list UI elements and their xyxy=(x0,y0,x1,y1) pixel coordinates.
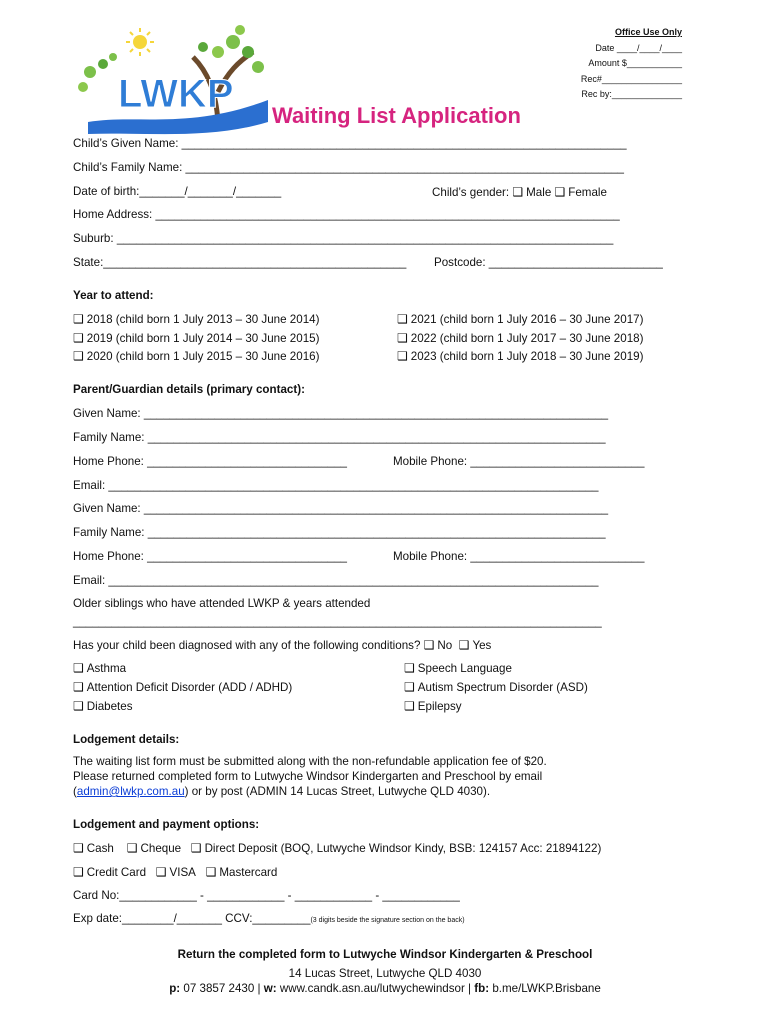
web-label: w: xyxy=(263,982,277,995)
parent-home-phone-field[interactable]: Home Phone: _______________________________ xyxy=(73,455,347,468)
parent-mobile-phone-field[interactable]: Mobile Phone: ___________________________ xyxy=(393,455,645,468)
parent2-email-field[interactable]: Email: ____________________________________________________________________________ xyxy=(73,574,599,587)
checkbox-icon[interactable]: ❑ xyxy=(554,185,566,199)
year-option-2022[interactable] xyxy=(397,331,643,345)
condition-epilepsy[interactable] xyxy=(404,699,462,713)
parent2-home-phone-field[interactable]: Home Phone: _______________________________ xyxy=(73,550,347,563)
siblings-field[interactable]: __________________________________________________________________________________ xyxy=(73,615,602,628)
payment-row-2 xyxy=(73,865,277,879)
office-use-block xyxy=(581,25,682,103)
parent-email-field[interactable]: Email: ____________________________________________________________________________ xyxy=(73,479,599,492)
checkbox-icon[interactable]: ❑ xyxy=(126,841,138,855)
office-rec-line: Rec#________________ xyxy=(580,73,682,84)
checkbox-icon[interactable]: ❑ xyxy=(404,699,415,713)
checkbox-icon[interactable]: ❑ xyxy=(73,312,84,326)
payment-direct-option[interactable]: Direct Deposit (BOQ, Lutwyche Windsor Kindy, BSB: 124157 Acc: 21894122) xyxy=(204,842,602,855)
ccv-note: (3 digits beside the signature section on the back) xyxy=(310,917,465,924)
payment-heading: Lodgement and payment options: xyxy=(73,818,260,831)
conditions-yes-option[interactable]: Yes xyxy=(472,639,492,652)
year-option-label: 2022 (child born 1 July 2017 – 30 June 2018) xyxy=(410,332,644,345)
gender-male-option[interactable]: Male xyxy=(526,186,552,199)
condition-label: Asthma xyxy=(86,662,127,675)
gender-row xyxy=(432,185,607,199)
fb-text[interactable]: b.me/LWKP.Brisbane xyxy=(489,982,601,995)
year-option-2019[interactable] xyxy=(73,331,319,345)
parent-heading: Parent/Guardian details (primary contact): xyxy=(73,383,305,396)
checkbox-icon[interactable]: ❑ xyxy=(458,638,470,652)
checkbox-icon[interactable]: ❑ xyxy=(190,841,202,855)
condition-label: Autism Spectrum Disorder (ASD) xyxy=(417,681,588,694)
parent-family-name-field[interactable]: Family Name: _______________________________________________________________________ xyxy=(73,431,606,444)
date-of-birth-field[interactable]: Date of birth:_______/_______/_______ xyxy=(73,185,282,198)
office-recby-line: Rec by:______________ xyxy=(581,89,682,99)
conditions-no-option[interactable]: No xyxy=(437,639,453,652)
checkbox-icon[interactable]: ❑ xyxy=(73,661,84,675)
exp-ccv-row xyxy=(73,912,465,925)
gender-female-option[interactable]: Female xyxy=(568,186,607,199)
web-text[interactable]: www.candk.asn.au/lutwychewindsor | xyxy=(276,982,475,995)
checkbox-icon[interactable]: ❑ xyxy=(512,185,524,199)
lodgement-heading: Lodgement details: xyxy=(73,733,180,746)
parent2-given-name-field[interactable]: Given Name: ________________________________________________________________________ xyxy=(73,502,609,515)
condition-asthma[interactable] xyxy=(73,661,126,675)
card-number-field[interactable]: Card No:____________ - ____________ - ____________ - ____________ xyxy=(73,889,460,902)
checkbox-icon[interactable]: ❑ xyxy=(404,661,415,675)
payment-cheque-option[interactable]: Cheque xyxy=(140,842,182,855)
payment-credit-option[interactable]: Credit Card xyxy=(86,866,147,879)
checkbox-icon[interactable]: ❑ xyxy=(397,331,408,345)
suburb-field[interactable]: Suburb: _____________________________________________________________________________ xyxy=(73,232,614,245)
phone-label: p: xyxy=(169,982,181,995)
checkbox-icon[interactable]: ❑ xyxy=(73,331,84,345)
year-option-2020[interactable] xyxy=(73,349,319,363)
checkbox-icon[interactable]: ❑ xyxy=(73,841,84,855)
checkbox-icon[interactable]: ❑ xyxy=(73,349,84,363)
postcode-field[interactable]: Postcode: ___________________________ xyxy=(434,256,663,269)
lodgement-line-1: The waiting list form must be submitted along with the non-refundable application fee of $20. xyxy=(73,755,547,768)
email-link[interactable]: admin@lwkp.com.au xyxy=(76,785,185,798)
exp-ccv-field[interactable]: Exp date:________/_______ CCV:_________ xyxy=(73,912,311,925)
checkbox-icon[interactable]: ❑ xyxy=(205,865,217,879)
checkbox-icon[interactable]: ❑ xyxy=(397,312,408,326)
lodgement-post-text: ) or by post (ADMIN 14 Lucas Street, Lutwyche QLD 4030). xyxy=(184,785,491,798)
lodgement-line-2: Please returned completed form to Lutwyche Windsor Kindergarten and Preschool by email xyxy=(73,770,543,783)
condition-asd[interactable] xyxy=(404,680,588,694)
payment-visa-option[interactable]: VISA xyxy=(169,866,196,879)
checkbox-icon[interactable]: ❑ xyxy=(73,699,84,713)
office-date-line: Date ____/____/____ xyxy=(595,42,682,53)
checkbox-icon[interactable]: ❑ xyxy=(73,865,84,879)
office-use-heading: Office Use Only xyxy=(614,27,682,37)
payment-mastercard-option[interactable]: Mastercard xyxy=(219,866,278,879)
phone-text: 07 3857 2430 | xyxy=(180,982,264,995)
parent2-mobile-phone-field[interactable]: Mobile Phone: ___________________________ xyxy=(393,550,645,563)
checkbox-icon[interactable]: ❑ xyxy=(73,680,84,694)
condition-speech[interactable] xyxy=(404,661,512,675)
condition-diabetes[interactable] xyxy=(73,699,133,713)
year-option-label: 2023 (child born 1 July 2018 – 30 June 2019) xyxy=(410,350,644,363)
payment-cash-option[interactable]: Cash xyxy=(86,842,114,855)
year-option-label: 2018 (child born 1 July 2013 – 30 June 2014) xyxy=(86,313,320,326)
page-title: Waiting List Application xyxy=(272,103,521,128)
condition-label: Speech Language xyxy=(417,662,512,675)
checkbox-icon[interactable]: ❑ xyxy=(404,680,415,694)
checkbox-icon[interactable]: ❑ xyxy=(423,638,435,652)
year-option-2018[interactable] xyxy=(73,312,319,326)
year-option-label: 2020 (child born 1 July 2015 – 30 June 2016) xyxy=(86,350,320,363)
payment-row-1 xyxy=(73,841,601,855)
conditions-question: Has your child been diagnosed with any of the following conditions? xyxy=(73,639,421,652)
year-option-label: 2021 (child born 1 July 2016 – 30 June 2017) xyxy=(410,313,644,326)
lodgement-line-3 xyxy=(73,785,490,798)
gender-label: Child’s gender: xyxy=(432,186,510,199)
office-amount-line: Amount $___________ xyxy=(588,58,682,68)
siblings-label: Older siblings who have attended LWKP & years attended xyxy=(73,597,371,610)
condition-label: Attention Deficit Disorder (ADD / ADHD) xyxy=(86,681,293,694)
child-family-name-field[interactable]: Child’s Family Name: ____________________________________________________________________ xyxy=(73,161,624,174)
year-option-label: 2019 (child born 1 July 2014 – 30 June 2015) xyxy=(86,332,320,345)
fb-label: fb: xyxy=(474,982,490,995)
logo-text: LWKP xyxy=(118,72,234,116)
year-option-2021[interactable] xyxy=(397,312,643,326)
footer-address: 14 Lucas Street, Lutwyche QLD 4030 xyxy=(288,967,482,980)
year-option-2023[interactable] xyxy=(397,349,643,363)
child-given-name-field[interactable]: Child’s Given Name: _____________________________________________________________________ xyxy=(73,137,627,150)
condition-label: Epilepsy xyxy=(417,700,462,713)
paren-open: ( xyxy=(73,785,77,798)
leaves-icon xyxy=(78,53,117,92)
parent2-family-name-field[interactable]: Family Name: _______________________________________________________________________ xyxy=(73,526,606,539)
checkbox-icon[interactable]: ❑ xyxy=(155,865,167,879)
parent-given-name-field[interactable]: Given Name: ________________________________________________________________________ xyxy=(73,407,609,420)
footer-contact xyxy=(0,982,770,995)
conditions-question-row xyxy=(73,638,491,652)
checkbox-icon[interactable]: ❑ xyxy=(397,349,408,363)
year-heading: Year to attend: xyxy=(73,289,154,302)
lwkp-logo xyxy=(68,22,273,137)
condition-add-adhd[interactable] xyxy=(73,680,292,694)
state-field[interactable]: State:_______________________________________________ xyxy=(73,256,407,269)
footer-return: Return the completed form to Lutwyche Windsor Kindergarten & Preschool xyxy=(177,948,593,961)
sun-icon xyxy=(126,28,154,56)
condition-label: Diabetes xyxy=(86,700,133,713)
home-address-field[interactable]: Home Address: ________________________________________________________________________ xyxy=(73,208,620,221)
